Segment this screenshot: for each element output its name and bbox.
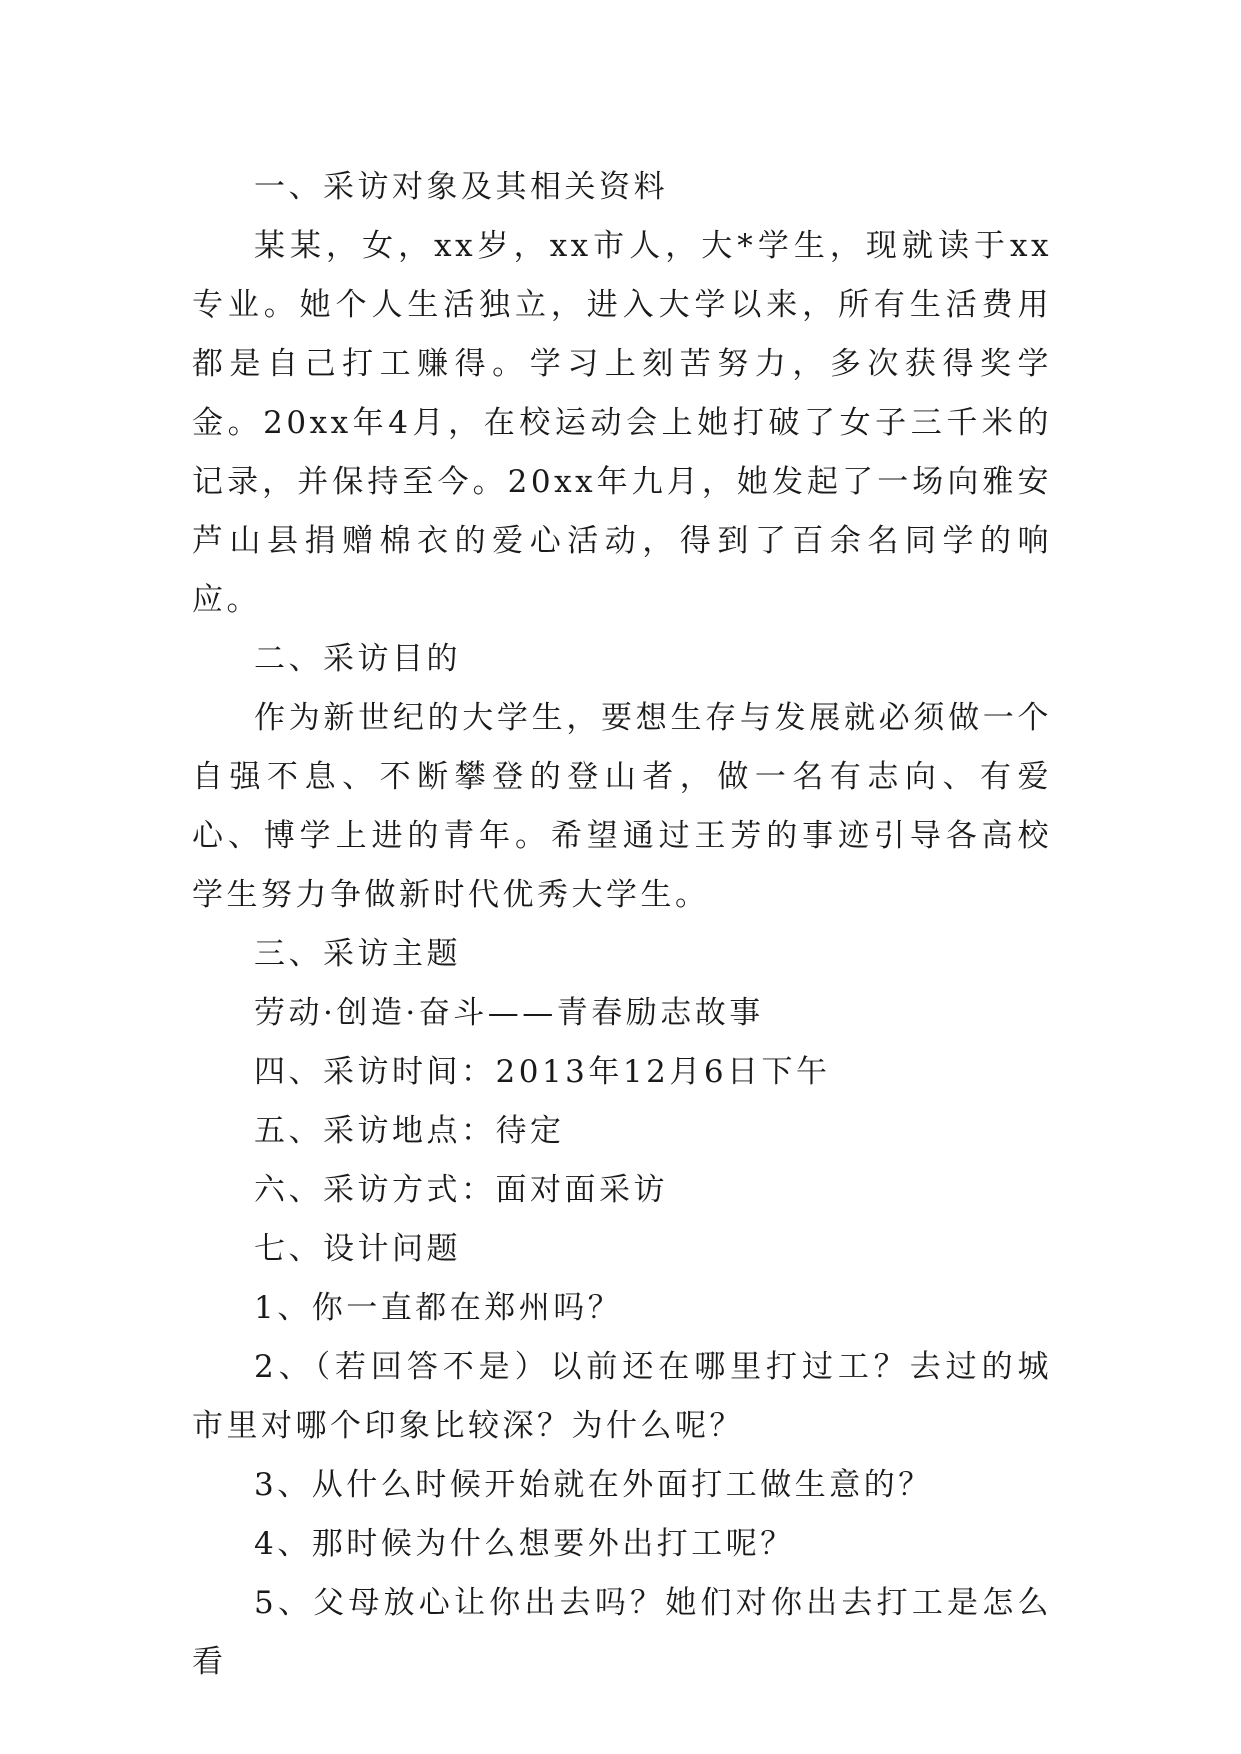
line-interview-method: 六、采访方式：面对面采访: [254, 1172, 668, 1208]
line-interview-location: 五、采访地点：待定: [254, 1113, 565, 1149]
question-item: 2、（若回答不是）以前还在哪里打过工？去过的城市里对哪个印象比较深？为什么呢？: [192, 1349, 1052, 1444]
line-interview-time: 四、采访时间：2013年12月6日下午: [254, 1054, 831, 1090]
question-item: 4、那时候为什么想要外出打工呢？: [254, 1526, 795, 1562]
section-heading-theme: 三、采访主题: [254, 936, 461, 972]
section-heading-interviewee: 一、采访对象及其相关资料: [254, 169, 668, 205]
document-body: [192, 158, 1052, 1692]
paragraph-theme: 劳动·创造·奋斗——青春励志故事: [254, 995, 764, 1031]
paragraph-purpose: 作为新世纪的大学生，要想生存与发展就必须做一个自强不息、不断攀登的登山者，做一名有志向、有爱心、博学上进的青年。希望通过王芳的事迹引导各高校学生努力争做新时代优秀大学生。: [192, 700, 1052, 913]
question-item: 1、你一直都在郑州吗？: [254, 1290, 623, 1326]
section-heading-questions: 七、设计问题: [254, 1231, 461, 1267]
question-item: 5、父母放心让你出去吗？她们对你出去打工是怎么看: [192, 1585, 1052, 1680]
question-item: 3、从什么时候开始就在外面打工做生意的？: [254, 1467, 933, 1503]
section-heading-purpose: 二、采访目的: [254, 641, 461, 677]
paragraph-interviewee-profile: 某某，女，xx岁，xx市人，大*学生，现就读于xx专业。她个人生活独立，进入大学以来，所有生活费用都是自己打工赚得。学习上刻苦努力，多次获得奖学金。20xx年4月，在校运动会上她打破了女子三千米的记录，并保持至今。20xx年九月，她发起了一场向雅安芦山县捐赠棉衣的爱心活动，得到了百余名同学的响应。: [192, 228, 1052, 618]
